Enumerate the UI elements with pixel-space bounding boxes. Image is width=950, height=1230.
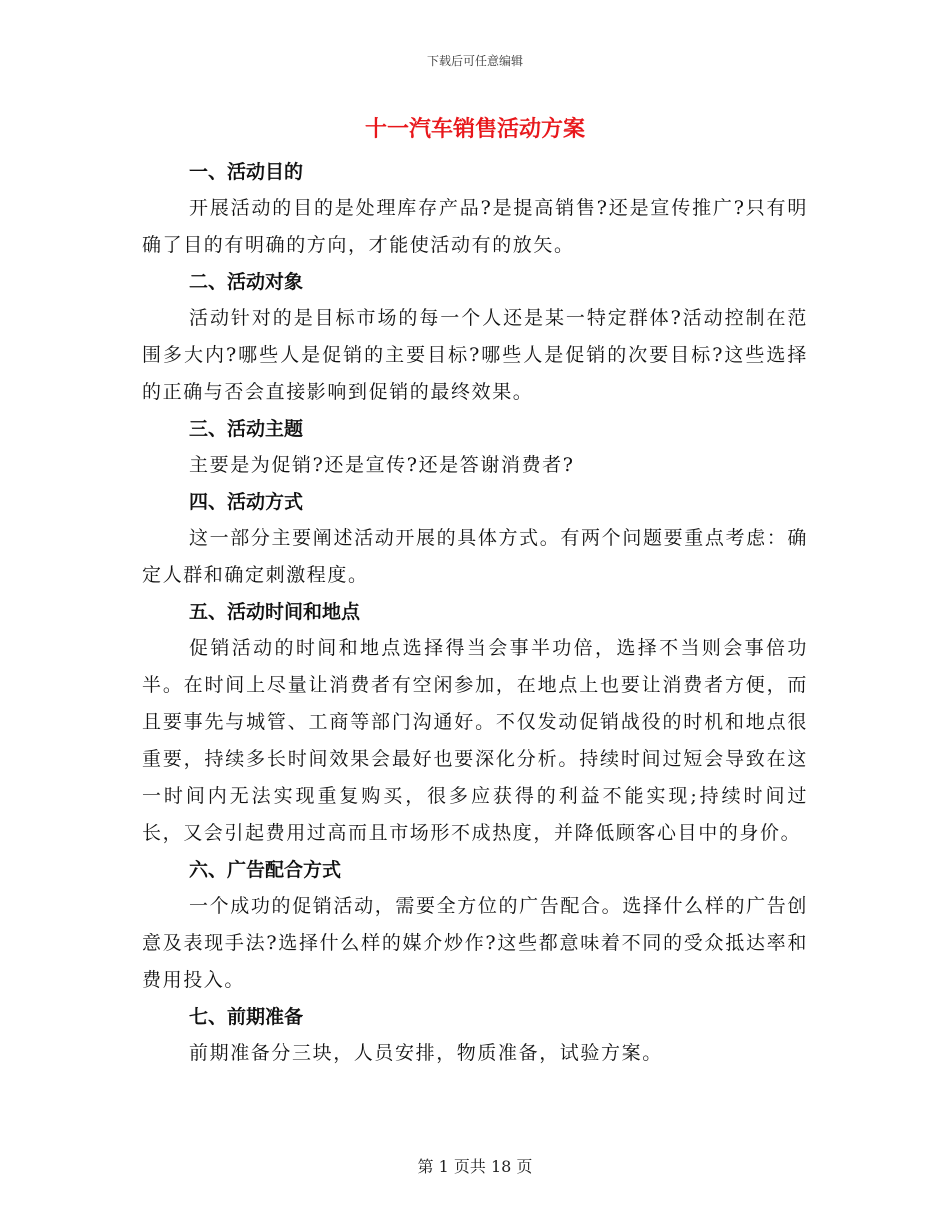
document-body [142,154,808,1072]
section-paragraph: 主要是为促销?还是宣传?还是答谢消费者? [189,454,575,476]
section-activity-method [142,484,808,594]
section-heading: 六、广告配合方式 [189,859,342,881]
section-paragraph: 促销活动的时间和地点选择得当会事半功倍，选择不当则会事倍功半。在时间上尽量让消费者有空闲参加，在地点上也要让消费者方便，而且要事先与城管、工商等部门沟通好。不仅发动促销战役的时机和地点很重要，持续多长时间效果会最好也要深化分析。持续时间过短会导致在这一时间内无法实现重复购买，很多应获得的利益不能实现;持续时间过长，又会引起费用过高而且市场形不成热度，并降低顾客心目中的身价。 [142,637,808,844]
section-heading: 七、前期准备 [189,1006,304,1028]
section-paragraph: 前期准备分三块，人员安排，物质准备，试验方案。 [189,1042,663,1064]
section-activity-purpose [142,154,808,264]
document-title: 十一汽车销售活动方案 [364,117,585,142]
section-advertising [142,852,808,999]
section-preparation [142,999,808,1072]
section-paragraph: 活动针对的是目标市场的每一个人还是某一特定群体?活动控制在范围多大内?哪些人是促销的主要目标?哪些人是促销的次要目标?这些选择的正确与否会直接影响到促销的最终效果。 [142,307,808,403]
section-time-and-place [142,594,808,852]
section-heading: 二、活动对象 [189,271,304,293]
section-heading: 五、活动时间和地点 [189,601,361,623]
page-header-note: 下载后可任意编辑 [426,54,523,68]
section-activity-theme [142,411,808,484]
section-heading: 三、活动主题 [189,418,304,440]
section-paragraph: 一个成功的促销活动，需要全方位的广告配合。选择什么样的广告创意及表现手法?选择什么样的媒介炒作?这些都意味着不同的受众抵达率和费用投入。 [142,895,808,991]
section-activity-target [142,264,808,411]
section-heading: 四、活动方式 [189,491,304,513]
page-number: 第 1 页共 18 页 [417,1157,533,1176]
section-paragraph: 这一部分主要阐述活动开展的具体方式。有两个问题要重点考虑：确定人群和确定刺激程度。 [142,527,808,586]
section-heading: 一、活动目的 [189,161,304,183]
section-paragraph: 开展活动的目的是处理库存产品?是提高销售?还是宣传推广?只有明确了目的有明确的方向，才能使活动有的放矢。 [142,197,808,256]
